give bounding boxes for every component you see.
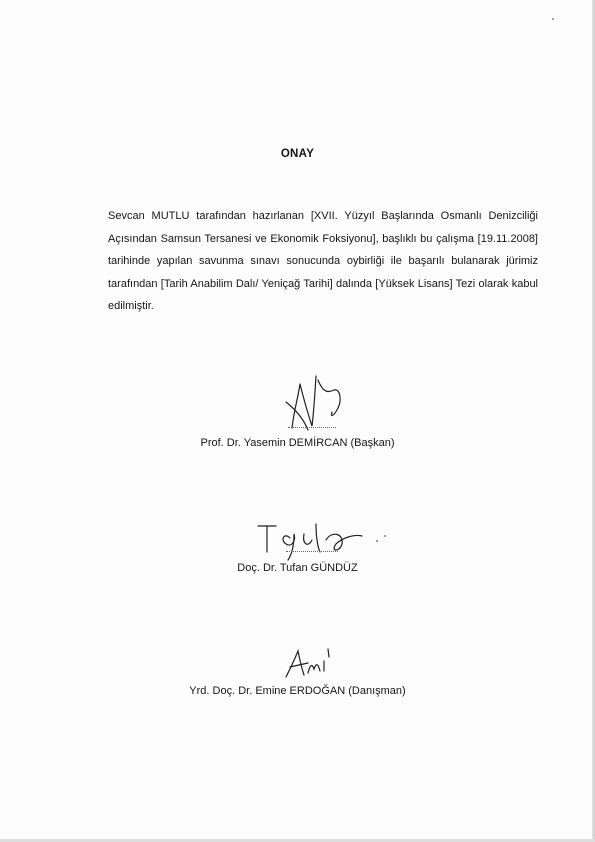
approval-paragraph: Sevcan MUTLU tarafından hazırlanan [XVII. Yüzyıl Başlarında Osmanlı Denizciliği Açısından Samsun Tersanesi ve Ekonomik Foksiyonu], başlıklı bu çalışma [19.11.2008] tarihinde yapılan savunma sınavı sonucunda oybirliği ile başarılı bulanarak jürimiz tarafından [Tarih Anabilim Dalı/ Yeniçağ Tarihi] dalında [Yüksek Lisans] Tezi olarak kabul edilmiştir. <box>108 210 538 313</box>
signatory-1-name: Prof. Dr. Yasemin DEMİRCAN (Başkan) <box>200 437 395 449</box>
signature-line-2 <box>286 551 338 552</box>
scan-speck <box>552 18 554 20</box>
signature-line-1 <box>288 427 336 428</box>
signature-1 <box>282 370 357 435</box>
page-title: ONAY <box>280 148 315 160</box>
signature-2 <box>250 518 385 563</box>
signature-3 <box>282 643 332 683</box>
signatory-2-name: Doç. Dr. Tufan GÜNDÜZ <box>237 562 358 574</box>
signatory-3-name: Yrd. Doç. Dr. Emine ERDOĞAN (Danışman) <box>189 685 406 697</box>
